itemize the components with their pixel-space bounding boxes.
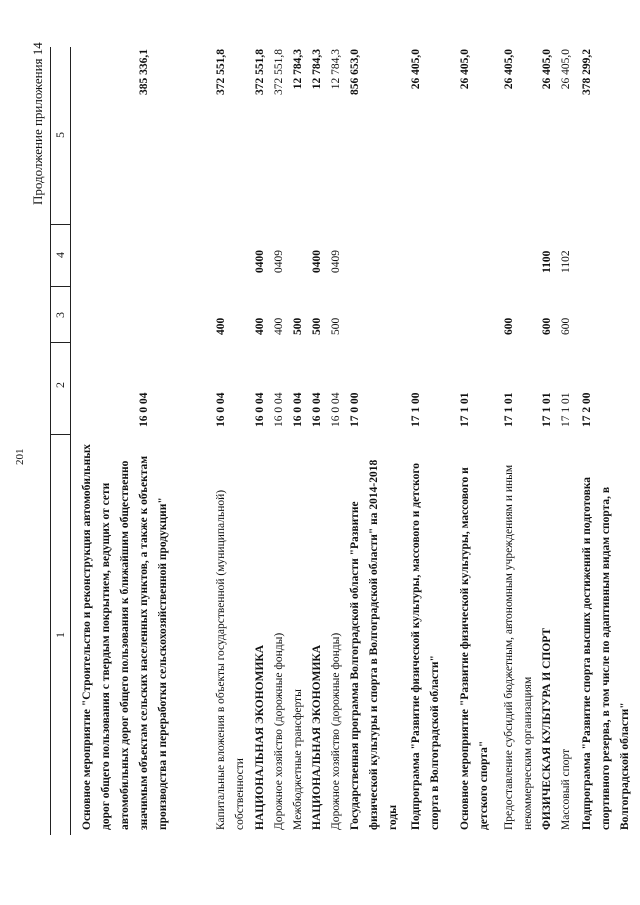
row-sum: 12 784,3: [330, 49, 342, 90]
row-rz: 0409: [273, 250, 285, 273]
row-sum: 372 551,8: [273, 49, 285, 95]
row-sum: 26 405,0: [410, 49, 422, 90]
row-rz: 0409: [330, 250, 342, 273]
col-header-4: 4: [53, 252, 67, 258]
page-number: 201: [14, 448, 26, 465]
row-vr: 600: [560, 317, 572, 335]
col-header-5: 5: [53, 132, 67, 138]
col-divider-2: [50, 342, 70, 343]
row-sum: 385 336,1: [138, 49, 150, 95]
row-name: Межбюджетные трансферты: [292, 689, 304, 830]
col-divider-1: [50, 434, 70, 435]
row-sum: 372 551,8: [215, 49, 227, 95]
row-code: 16 0 04: [215, 392, 227, 427]
row-vr: 600: [503, 317, 515, 335]
row-vr: 400: [273, 317, 285, 335]
row-name: Дорожное хозяйство (дорожные фонды): [273, 632, 285, 830]
row-sum: 12 784,3: [311, 49, 323, 90]
row-vr: 400: [254, 317, 266, 335]
row-sum: 372 551,8: [254, 49, 266, 95]
row-code: 17 1 00: [410, 392, 422, 427]
row-code: 17 1 01: [503, 392, 515, 427]
row-sum: 26 405,0: [541, 49, 553, 90]
row-name: Дорожное хозяйство (дорожные фонды): [330, 632, 342, 830]
row-rz: 0400: [254, 250, 266, 273]
row-code: 16 0 04: [311, 392, 323, 427]
row-code: 17 1 01: [459, 392, 471, 427]
row-name: Подпрограмма "Развитие физической культуры, массового и детского спорта в Волгоградской области": [410, 462, 441, 830]
row-code: 16 0 04: [330, 392, 342, 427]
row-name: Государственная программа Волгоградской области "Развитие физической культуры и спорта в Волгоградской области" на 2014-2018 годы: [349, 459, 399, 830]
col-divider-3: [50, 286, 70, 287]
row-code: 17 0 00: [349, 392, 361, 427]
row-name: Капитальные вложения в объекты государственной (муниципальной) собственности: [215, 489, 246, 830]
row-code: 16 0 04: [273, 392, 285, 427]
row-sum: 26 405,0: [459, 49, 471, 90]
col-header-3: 3: [53, 312, 67, 318]
row-name: Основное мероприятие "Развитие физической культуры, массового и детского спорта": [459, 467, 490, 830]
row-code: 16 0 04: [254, 392, 266, 427]
appendix-caption: Продолжение приложения 14: [30, 42, 45, 205]
col-header-1: 1: [53, 632, 67, 638]
row-sum: 12 784,3: [292, 49, 304, 90]
row-name: НАЦИОНАЛЬНАЯ ЭКОНОМИКА: [254, 644, 266, 830]
row-rz: 0400: [311, 250, 323, 273]
row-vr: 500: [311, 317, 323, 335]
row-code: 16 0 04: [138, 392, 150, 427]
row-name: Основное мероприятие "Строительство и реконструкция автомобильных дорог общего пользования с твердым покрытием, ведущих от сети автомобильных дорог общего пользования к ближайшим общественно значимым объектам сельских населенных пунктов, а также к объектам производства и переработки сельскохозяйственной продукции": [81, 444, 169, 830]
header-bottom-rule: [70, 47, 71, 835]
row-vr: 500: [292, 317, 304, 335]
row-sum: 26 405,0: [560, 49, 572, 90]
row-sum: 856 653,0: [349, 49, 361, 95]
row-name: Предоставление субсидий бюджетным, автономным учреждениям и иным некоммерческим организациям: [503, 464, 534, 830]
row-sum: 26 405,0: [503, 49, 515, 90]
col-header-2: 2: [53, 382, 67, 388]
row-rz: 1102: [560, 250, 572, 273]
row-code: 17 1 01: [541, 392, 553, 427]
row-name: Подпрограмма "Развитие спорта высших достижений и подготовка спортивного резерва, в том числе по адаптивным видам спорта, в Волгоградской области": [581, 476, 631, 830]
row-sum: 378 299,2: [581, 49, 593, 95]
row-name: НАЦИОНАЛЬНАЯ ЭКОНОМИКА: [311, 644, 323, 830]
row-vr: 400: [215, 317, 227, 335]
row-code: 17 1 01: [560, 392, 572, 427]
row-vr: 500: [330, 317, 342, 335]
row-rz: 1100: [541, 250, 553, 273]
col-divider-4: [50, 224, 70, 225]
row-code: 16 0 04: [292, 392, 304, 427]
row-code: 17 2 00: [581, 392, 593, 427]
table-top-rule: [50, 47, 51, 835]
row-name: ФИЗИЧЕСКАЯ КУЛЬТУРА И СПОРТ: [541, 627, 553, 830]
row-name: Массовый спорт: [560, 748, 572, 830]
row-vr: 600: [541, 317, 553, 335]
